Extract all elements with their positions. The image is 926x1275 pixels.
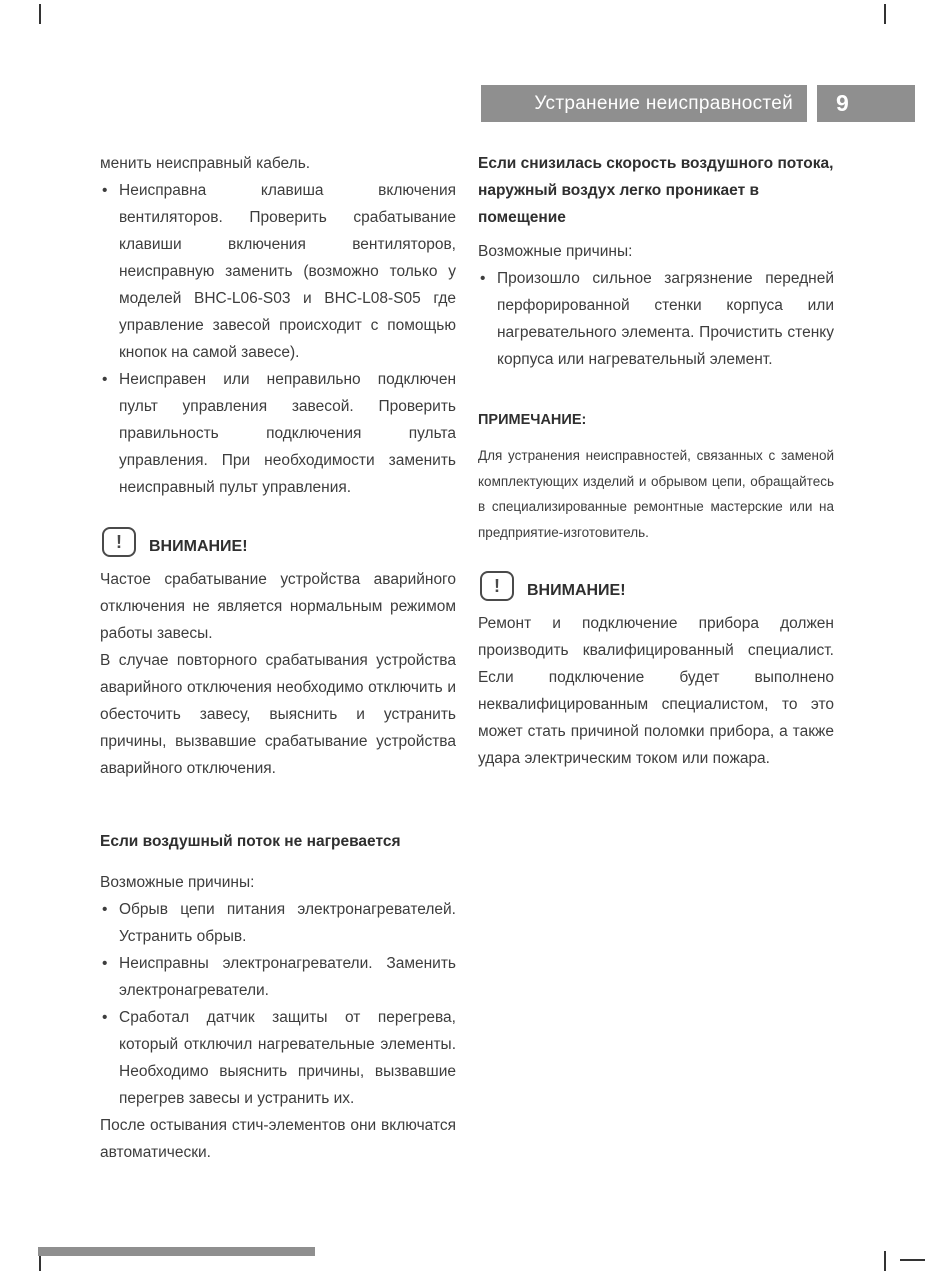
note-text: Для устранения неисправностей, связанных с заменой комплектующих изделий и обрывом цепи, обращайтесь в специализированные ремонтные мастерские или на предприятие-изготовитель. bbox=[478, 448, 834, 540]
warning-icon: ! bbox=[102, 527, 136, 557]
fault-causes-list bbox=[100, 896, 456, 1112]
page-title: Устранение неисправностей bbox=[534, 92, 793, 114]
list-item: • Неисправен или неправильно подключен пульт управления завесой. Проверить правильность подключения пульта управления. При необходимости заменить неисправный пульт управления. bbox=[119, 366, 456, 501]
list-item: • Неисправна клавиша включения вентиляторов. Проверить срабатывание клавиши включения вентиляторов, неисправную заменить (возможно только у моделей BHC-L06-S03 и BHC-L08-S05 где управление завесой происходит с помощью кнопок на самой завесе). bbox=[119, 177, 456, 366]
page-number: 9 bbox=[836, 90, 849, 116]
warning-paragraph: В случае повторного срабатывания устройства аварийного отключения необходимо отключить и обесточить завесу, выяснить и устранить причины, вызвавшие срабатывание устройства аварийного отключения. bbox=[100, 652, 456, 777]
right-column bbox=[478, 150, 834, 772]
list-item: • Произошло сильное загрязнение передней перфорированной стенки корпуса или нагревательного элемента. Прочистить стенку корпуса или нагревательный элемент. bbox=[497, 265, 834, 373]
fault-causes-list bbox=[100, 177, 456, 501]
section-header-band bbox=[481, 85, 807, 122]
causes-label: Возможные причины: bbox=[478, 243, 633, 260]
causes-label: Возможные причины: bbox=[100, 874, 255, 891]
warning-icon: ! bbox=[480, 571, 514, 601]
note-label: ПРИМЕЧАНИЕ: bbox=[478, 412, 587, 428]
warning-paragraph: Частое срабатывание устройства аварийного отключения не является нормальным режимом работы завесы. bbox=[100, 571, 456, 642]
section-heading: Если воздушный поток не нагревается bbox=[100, 833, 401, 850]
warning-header bbox=[102, 527, 456, 557]
section-heading: Если снизилась скорость воздушного потока, наружный воздух легко проникает в помещение bbox=[478, 155, 834, 226]
footer-bar bbox=[38, 1247, 315, 1256]
page-number-box bbox=[817, 85, 915, 122]
warning-label: ВНИМАНИЕ! bbox=[527, 582, 626, 599]
crop-mark-top-right bbox=[884, 4, 886, 24]
warning-paragraph: Ремонт и подключение прибора должен производить квалифицированный специалист. Если подключение будет выполнено неквалифицированным специалистом, то это может стать причиной поломки прибора, а также удара электрическим током или пожара. bbox=[478, 615, 834, 767]
list-item: • Сработал датчик защиты от перегрева, который отключил нагревательные элементы. Необходимо выяснить причины, вызвавшие перегрев завесы и устранить их. bbox=[119, 1004, 456, 1112]
crop-mark-bottom-right-horizontal bbox=[900, 1259, 925, 1261]
warning-block bbox=[100, 527, 456, 782]
continued-line: менить неисправный кабель. bbox=[100, 155, 311, 172]
warning-header bbox=[480, 571, 834, 601]
warning-block bbox=[478, 571, 834, 772]
crop-mark-bottom-right bbox=[884, 1251, 886, 1271]
list-item: • Неисправны электронагреватели. Заменить электронагреватели. bbox=[119, 950, 456, 1004]
note-block bbox=[478, 407, 834, 545]
fault-causes-list bbox=[478, 265, 834, 373]
section-footer: После остывания стич-элементов они включатся автоматически. bbox=[100, 1117, 456, 1161]
left-column bbox=[100, 150, 456, 1166]
list-item: • Обрыв цепи питания электронагревателей. Устранить обрыв. bbox=[119, 896, 456, 950]
crop-mark-top-left bbox=[39, 4, 41, 24]
warning-label: ВНИМАНИЕ! bbox=[149, 538, 248, 555]
